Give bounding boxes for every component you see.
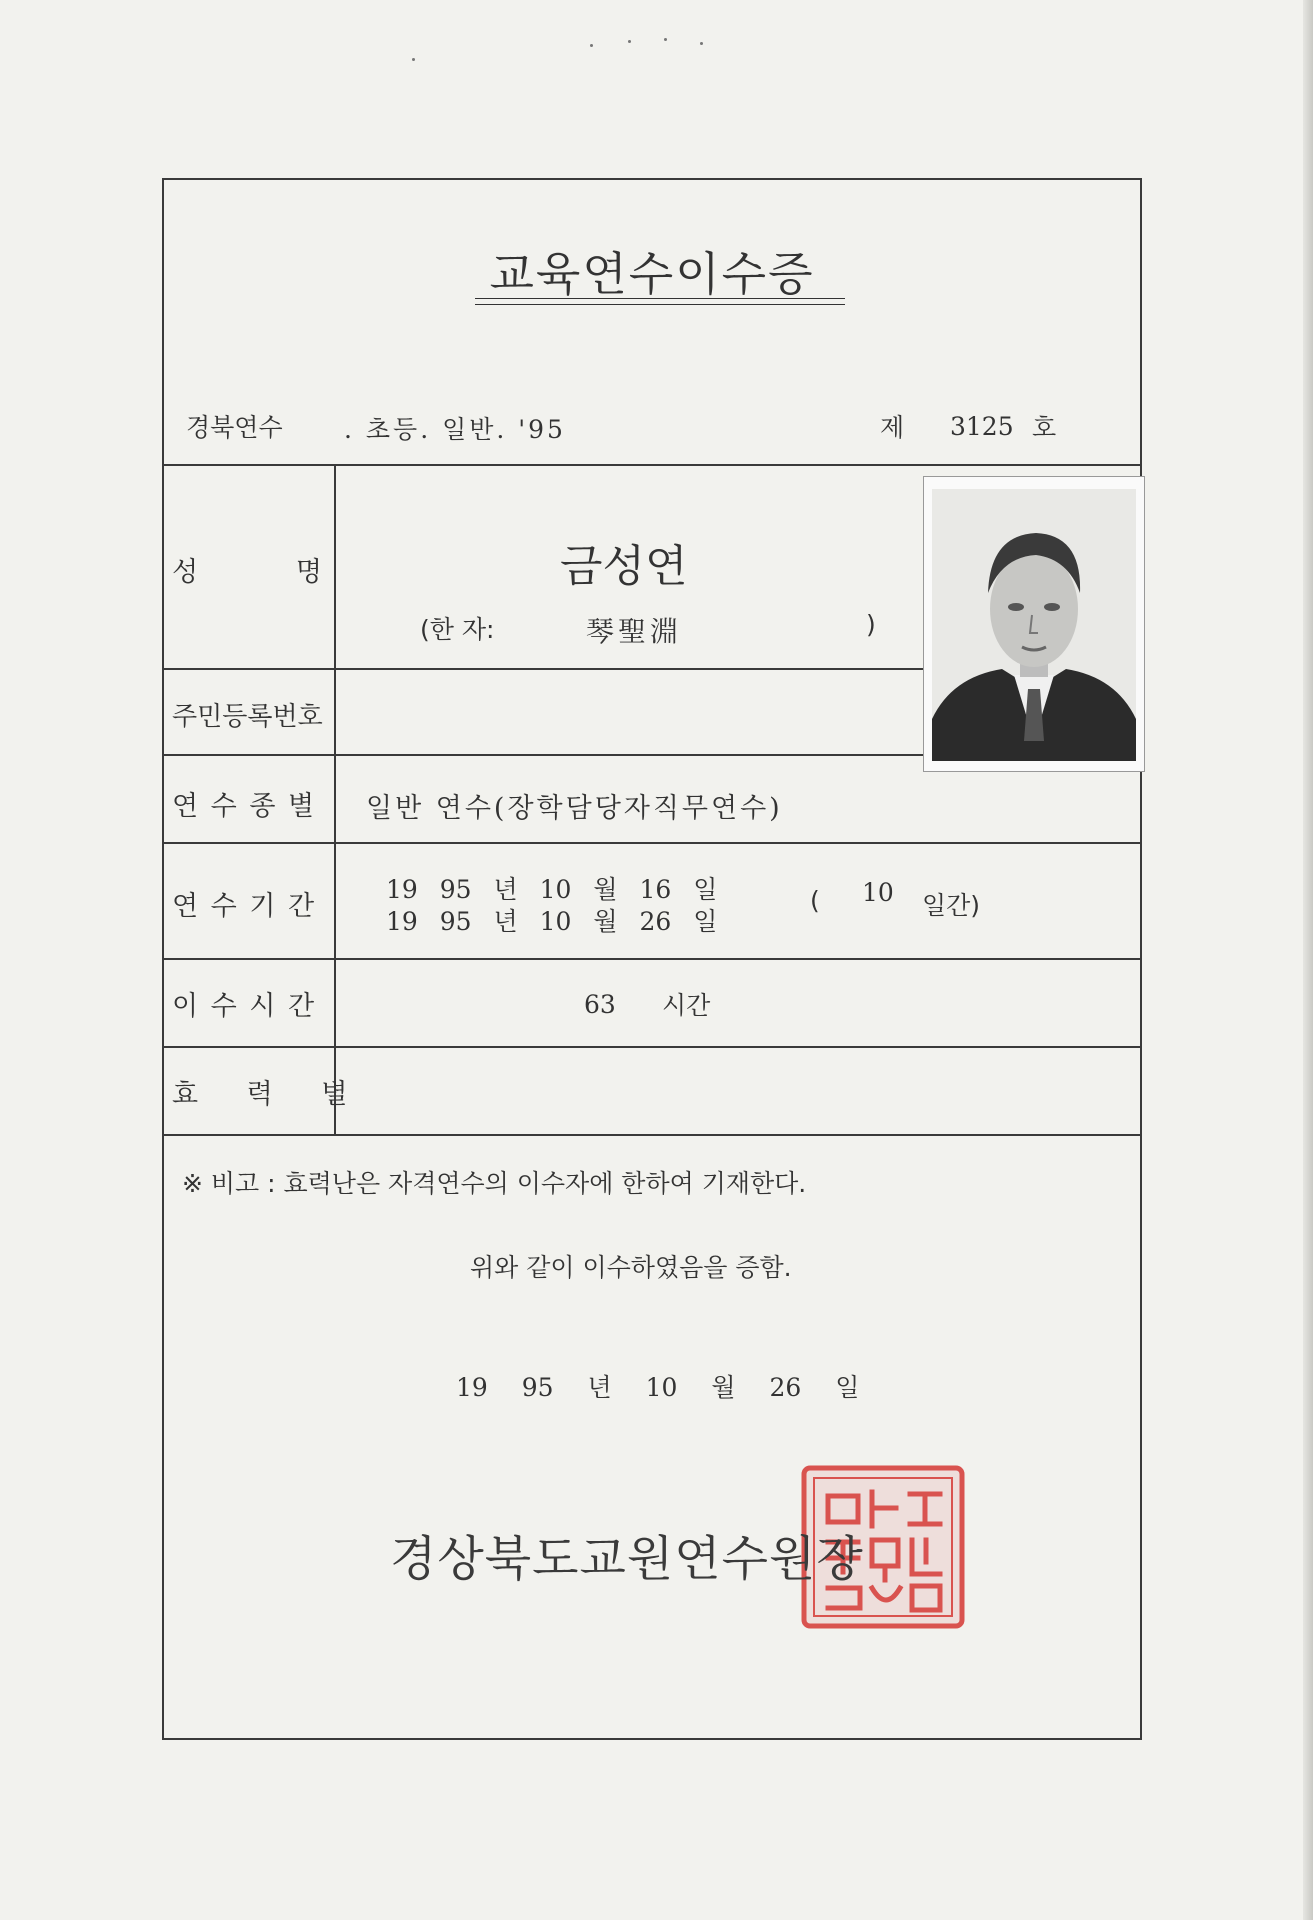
header-category: . 초등. 일반. '95 xyxy=(344,415,566,444)
header-prefix: 경북연수 xyxy=(186,413,283,442)
certify-statement: 위와 같이 이수하였음을 증함. xyxy=(470,1253,792,1282)
period-end: 19 95 년 10 월 26 일 xyxy=(386,907,718,936)
issue-date: 19 95 년 10 월 26 일 xyxy=(456,1373,860,1402)
hanja-close: ) xyxy=(866,610,876,639)
portrait-photo xyxy=(923,476,1145,772)
speck xyxy=(590,44,593,47)
speck xyxy=(412,58,415,61)
resident-number-label: 주민등록번호 xyxy=(172,702,323,732)
speck xyxy=(664,38,667,41)
divider xyxy=(162,1134,1142,1136)
issuer-title: 경상북도교원연수원장 xyxy=(390,1531,864,1587)
number-label: 제 xyxy=(880,413,905,442)
speck xyxy=(628,40,631,43)
period-open: ( xyxy=(810,886,820,915)
divider xyxy=(162,464,1142,466)
training-type-label: 연 수 종 별 xyxy=(172,791,317,822)
period-start: 19 95 년 10 월 16 일 xyxy=(386,875,718,904)
effect-label: 효 력 별 xyxy=(172,1079,368,1110)
divider xyxy=(162,668,924,670)
hanja-value: 琴聖淵 xyxy=(586,615,683,648)
paper-edge xyxy=(1303,0,1313,1920)
name-label xyxy=(172,550,322,589)
certificate-title: 교육연수이수증 xyxy=(489,247,815,301)
number-suffix: 호 xyxy=(1032,413,1057,442)
hanja-open: (한 자: xyxy=(420,615,495,644)
hours-unit: 시간 xyxy=(662,991,711,1020)
hours-value: 63 xyxy=(584,990,616,1019)
period-label: 연 수 기 간 xyxy=(172,891,317,922)
title-underline xyxy=(475,298,845,299)
divider xyxy=(162,958,1142,960)
training-type-value: 일반 연수(장학담당자직무연수) xyxy=(366,793,783,824)
title-underline xyxy=(475,304,845,305)
speck xyxy=(700,42,703,45)
hours-label: 이 수 시 간 xyxy=(172,991,317,1022)
divider xyxy=(162,842,1142,844)
portrait-photo-icon xyxy=(932,489,1136,761)
period-close: 일간) xyxy=(922,891,981,920)
period-days: 10 xyxy=(862,878,894,907)
divider xyxy=(334,464,336,1134)
name-value: 금성연 xyxy=(560,541,688,592)
divider xyxy=(162,1046,1142,1048)
certificate-number: 3125 xyxy=(950,412,1014,441)
name-label-char: 명 xyxy=(295,557,322,588)
remark-note: ※ 비고 : 효력난은 자격연수의 이수자에 한하여 기재한다. xyxy=(182,1169,807,1198)
name-label-char: 성 xyxy=(172,557,199,588)
